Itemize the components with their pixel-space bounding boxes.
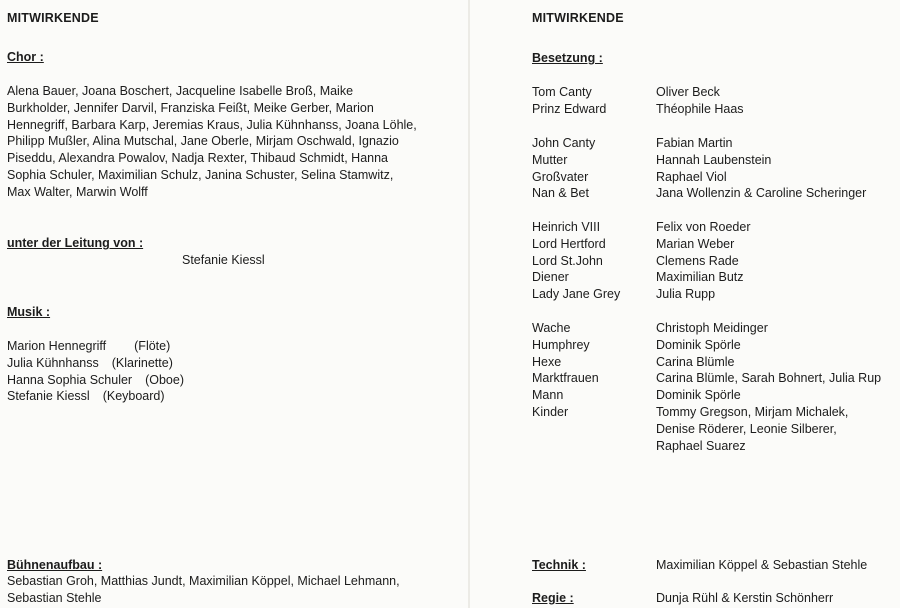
musik-player xyxy=(7,388,184,405)
cast-actor: Clemens Rade xyxy=(656,253,739,268)
left-page-heading: MITWIRKENDE xyxy=(7,11,99,25)
musik-player xyxy=(7,355,184,372)
cast-role: Mann xyxy=(532,388,564,403)
cast-actor: Tommy Gregson, Mirjam Michalek, xyxy=(656,405,849,419)
buehnenaufbau-label: Bühnenaufbau : xyxy=(7,558,103,572)
chor-line: Piseddu, Alexandra Powalov, Nadja Rexter, Thibaud Schmidt, Hanna xyxy=(7,151,389,166)
cast-role: Lord St.John xyxy=(532,253,603,268)
technik-value: Maximilian Köppel & Sebastian Stehle xyxy=(656,558,868,572)
cast-role: Großvater xyxy=(532,169,589,184)
musik-player xyxy=(7,338,184,355)
right-page-heading: MITWIRKENDE xyxy=(532,11,624,25)
musik-player-list xyxy=(7,338,184,405)
cast-actor: Hannah Laubenstein xyxy=(656,152,772,167)
musik-label: Musik : xyxy=(7,305,51,319)
buehnenaufbau-line: Sebastian Groh, Matthias Jundt, Maximilian Köppel, Michael Lehmann, xyxy=(7,574,400,588)
cast-role: Kinder xyxy=(532,405,569,419)
cast-actor: Raphael Suarez xyxy=(656,438,746,453)
cast-actor: Denise Röderer, Leonie Silberer, xyxy=(656,421,837,436)
cast-actor: Maximilian Butz xyxy=(656,270,744,285)
cast-actor: Théophile Haas xyxy=(656,101,744,116)
cast-actor: Fabian Martin xyxy=(656,136,733,150)
musician-name: Hanna Sophia Schuler xyxy=(7,372,133,387)
technik-label: Technik : xyxy=(532,558,586,572)
buehnenaufbau-list xyxy=(7,573,400,607)
cast-role: Marktfrauen xyxy=(532,371,599,386)
chor-line: Alena Bauer, Joana Boschert, Jacqueline Isabelle Broß, Maike xyxy=(7,84,354,98)
cast-role: Prinz Edward xyxy=(532,101,607,116)
regie-label: Regie : xyxy=(532,591,574,605)
cast-role: Hexe xyxy=(532,354,562,369)
cast-role: John Canty xyxy=(532,136,596,150)
cast-actor: Oliver Beck xyxy=(656,85,720,99)
leitung-name: Stefanie Kiessl xyxy=(182,253,265,267)
right-page xyxy=(470,0,900,608)
cast-actor: Julia Rupp xyxy=(656,287,716,302)
cast-role: Diener xyxy=(532,270,569,285)
musik-player xyxy=(7,372,184,389)
instrument: (Oboe) xyxy=(145,372,184,387)
instrument: (Keyboard) xyxy=(102,389,165,404)
buehnenaufbau-line: Sebastian Stehle xyxy=(7,590,102,605)
cast-role: Lord Hertford xyxy=(532,236,606,251)
chor-line: Max Walter, Marwin Wolff xyxy=(7,184,148,199)
chor-line: Sophia Schuler, Maximilian Schulz, Janina Schuster, Selina Stamwitz, xyxy=(7,167,394,182)
cast-role: Wache xyxy=(532,321,571,335)
cast-actor: Marian Weber xyxy=(656,236,735,251)
cast-role: Heinrich VIII xyxy=(532,220,601,234)
cast-actor: Christoph Meidinger xyxy=(656,321,768,335)
cast-role: Nan & Bet xyxy=(532,186,589,201)
cast-role: Mutter xyxy=(532,152,568,167)
cast-role: Tom Canty xyxy=(532,85,592,99)
cast-role: Humphrey xyxy=(532,337,590,352)
musician-name: Stefanie Kiessl xyxy=(7,389,90,404)
musician-name: Marion Hennegriff xyxy=(7,339,107,353)
cast-actor: Felix von Roeder xyxy=(656,220,751,234)
chor-label: Chor : xyxy=(7,50,44,64)
besetzung-label: Besetzung : xyxy=(532,51,603,65)
instrument: (Flöte) xyxy=(134,339,171,353)
instrument: (Klarinette) xyxy=(111,355,173,370)
cast-actor: Jana Wollenzin & Caroline Scheringer xyxy=(656,186,867,201)
musician-name: Julia Kühnhanss xyxy=(7,355,99,370)
cast-actor: Carina Blümle, Sarah Bohnert, Julia Rup xyxy=(656,371,882,386)
chor-line: Burkholder, Jennifer Darvil, Franziska Feißt, Meike Gerber, Marion xyxy=(7,100,374,115)
leitung-label: unter der Leitung von : xyxy=(7,236,144,250)
chor-line: Hennegriff, Barbara Karp, Jeremias Kraus, Julia Kühnhanss, Joana Löhle, xyxy=(7,117,417,132)
cast-role: Lady Jane Grey xyxy=(532,287,621,302)
cast-actor: Raphael Viol xyxy=(656,169,727,184)
regie-value: Dunja Rühl & Kerstin Schönherr xyxy=(656,591,834,605)
cast-actor: Dominik Spörle xyxy=(656,337,741,352)
chor-member-list xyxy=(7,83,417,201)
cast-actor: Carina Blümle xyxy=(656,354,735,369)
chor-line: Philipp Mußler, Alina Mutschal, Jane Oberle, Mirjam Oschwald, Ignazio xyxy=(7,134,399,149)
cast-actor: Dominik Spörle xyxy=(656,388,741,403)
